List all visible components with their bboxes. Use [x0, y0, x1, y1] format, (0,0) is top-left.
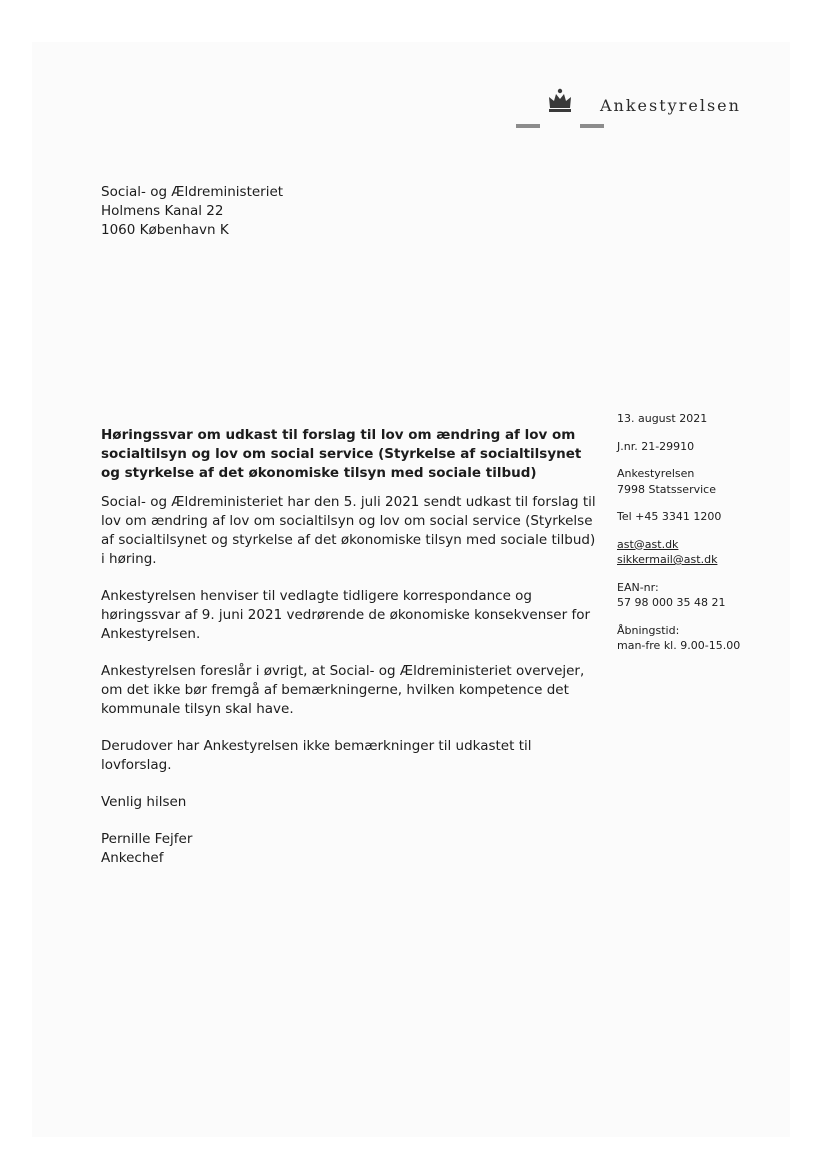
logo-bar-left	[516, 124, 540, 128]
sender-info	[617, 411, 817, 666]
secure-email-link[interactable]: sikkermail@ast.dk	[617, 553, 718, 566]
signature	[101, 830, 601, 868]
body-paragraph: Ankestyrelsen henviser til vedlagte tidligere korrespondance og høringssvar af 9. juni 2021 vedrørende de økonomiske konsekvenser for Ankestyrelsen.	[101, 588, 591, 642]
recipient-address	[101, 183, 283, 240]
ean-block	[617, 580, 817, 611]
ean-label: EAN-nr:	[617, 580, 659, 594]
signer-name: Pernille Fejfer	[101, 831, 193, 847]
brand-name: Ankestyrelsen	[600, 96, 741, 115]
logo-bar-right	[580, 124, 604, 128]
hours-label: Åbningstid:	[617, 623, 680, 637]
email-block	[617, 537, 817, 568]
letter-date: 13. august 2021	[617, 412, 708, 425]
ean-value: 57 98 000 35 48 21	[617, 596, 726, 609]
hours-value: man-fre kl. 9.00-15.00	[617, 639, 741, 652]
body-paragraph: Derudover har Ankestyrelsen ikke bemærkninger til udkastet til lovforslag.	[101, 738, 532, 773]
closing: Venlig hilsen	[101, 794, 187, 810]
journal-number: J.nr. 21-29910	[617, 439, 695, 453]
ankestyrelsen-logo	[516, 88, 786, 134]
letter-body	[101, 426, 601, 868]
body-paragraph: Ankestyrelsen foreslår i øvrigt, at Social- og Ældreministeriet overvejer, om det ikke bør fremgå af bemærkningerne, hvilken kompetence det kommunale tilsyn skal have.	[101, 663, 585, 717]
org-name: Ankestyrelsen	[617, 467, 695, 480]
org-address: 7998 Statsservice	[617, 482, 716, 496]
opening-hours	[617, 623, 817, 654]
recipient-line: Social- og Ældreministeriet	[101, 184, 284, 200]
body-paragraph: Social- og Ældreministeriet har den 5. juli 2021 sendt udkast til forslag til lov om ændring af lov om socialtilsyn og lov om social service (Styrkelse af socialtilsynet og styrkelse af det økonomiske tilsyn med sociale tilbud) i høring.	[101, 494, 596, 567]
email-link[interactable]: ast@ast.dk	[617, 537, 679, 551]
recipient-line: 1060 København K	[101, 222, 229, 238]
signer-title: Ankechef	[101, 850, 164, 866]
sender-address	[617, 466, 817, 497]
crown-icon	[546, 88, 574, 114]
recipient-line: Holmens Kanal 22	[101, 203, 224, 219]
letter-subject: Høringssvar om udkast til forslag til lov om ændring af lov om socialtilsyn og lov om social service (Styrkelse af socialtilsynet og styrkelse af det økonomiske tilsyn med sociale tilbud)	[101, 427, 582, 481]
phone: Tel +45 3341 1200	[617, 510, 722, 523]
